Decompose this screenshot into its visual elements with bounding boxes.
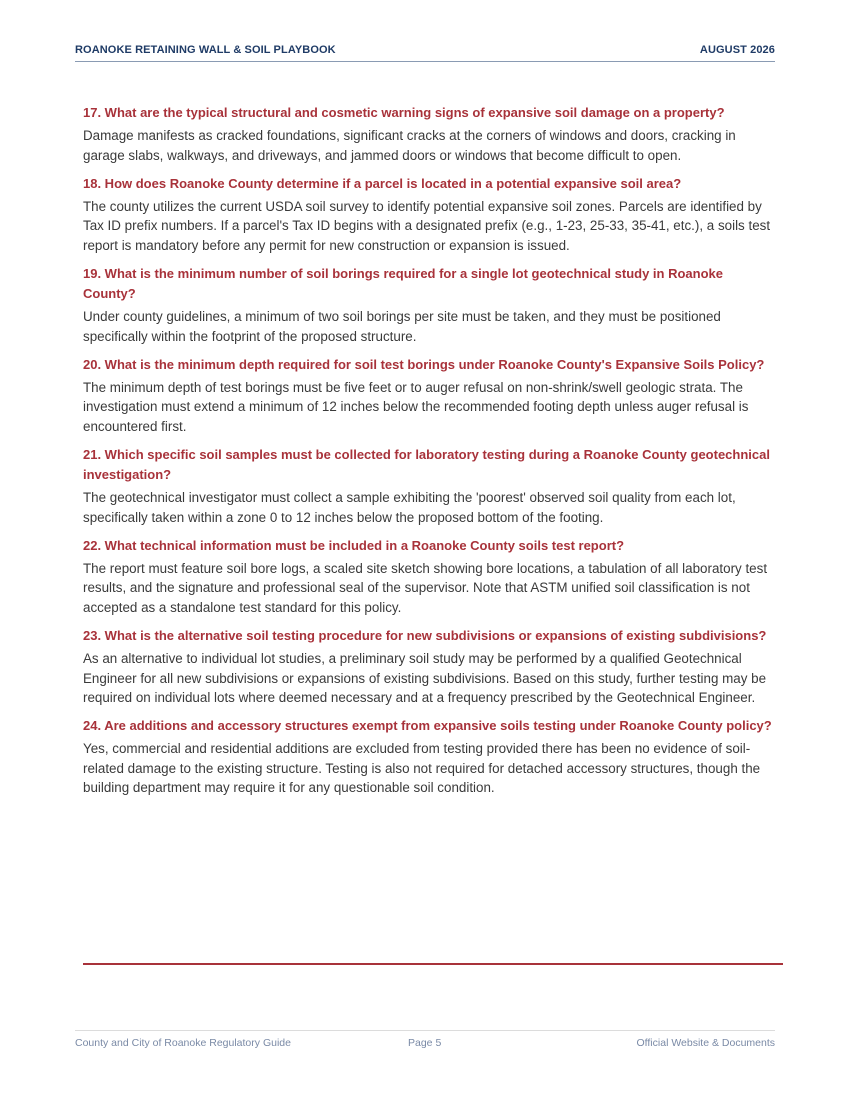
document-title: ROANOKE RETAINING WALL & SOIL PLAYBOOK <box>75 44 336 56</box>
faq-item <box>83 355 773 437</box>
faq-question: 18. How does Roanoke County determine if a parcel is located in a potential expansive soil area? <box>83 175 682 191</box>
faq-item <box>83 174 773 256</box>
faq-question: 24. Are additions and accessory structures exempt from expansive soils testing under Roanoke County policy? <box>83 718 772 734</box>
footer-website-note: Official Website & Documents <box>636 1037 775 1049</box>
page-footer <box>75 1030 775 1049</box>
faq-item <box>83 264 773 346</box>
faq-item <box>83 716 773 798</box>
faq-item <box>83 626 773 708</box>
faq-question: 23. What is the alternative soil testing procedure for new subdivisions or expansions of existing subdivisions? <box>83 627 767 643</box>
faq-question: 20. What is the minimum depth required for soil test borings under Roanoke County's Expansive Soils Policy? <box>83 356 765 372</box>
document-date: AUGUST 2026 <box>699 44 775 56</box>
faq-question: 19. What is the minimum number of soil borings required for a single lot geotechnical study in Roanoke County? <box>83 265 723 301</box>
faq-item <box>83 445 773 527</box>
faq-answer: The county utilizes the current USDA soil survey to identify potential expansive soil zones. Parcels are identified by Tax ID prefix numbers. If a parcel's Tax ID begins with a designated prefix (e.g., 1-23, 25-33, 35-41, etc.), a soils test report is mandatory before any permit for new construction or expansion is issued. <box>83 198 771 253</box>
faq-question: 22. What technical information must be included in a Roanoke County soils test report? <box>83 537 625 553</box>
page-number: Page 5 <box>408 1037 442 1049</box>
faq-section <box>83 103 773 806</box>
faq-answer: Yes, commercial and residential additions are excluded from testing provided there has been no evidence of soil-related damage to the existing structure. Testing is also not required for detached accessory structures, though the building department may require it for any questionable soil condition. <box>83 741 761 796</box>
faq-answer: The report must feature soil bore logs, a scaled site sketch showing bore locations, a tabulation of all laboratory test results, and the signature and professional seal of the supervisor. Note that ASTM unified soil classification is not accepted as a standalone test standard for this policy. <box>83 560 768 615</box>
section-divider <box>83 963 783 965</box>
faq-answer: The geotechnical investigator must collect a sample exhibiting the 'poorest' observed soil quality from each lot, specifically taken within a zone 0 to 12 inches below the proposed bottom of the footing. <box>83 489 736 525</box>
faq-item <box>83 536 773 618</box>
page-header <box>75 44 775 62</box>
faq-answer: The minimum depth of test borings must be five feet or to auger refusal on non-shrink/swell geologic strata. The investigation must extend a minimum of 12 inches below the recommended footing depth unless auger refusal is encountered first. <box>83 379 749 434</box>
faq-question: 17. What are the typical structural and cosmetic warning signs of expansive soil damage on a property? <box>83 105 725 120</box>
faq-answer: Under county guidelines, a minimum of two soil borings per site must be taken, and they must be positioned specifically within the footprint of the proposed structure. <box>83 308 721 344</box>
faq-answer: As an alternative to individual lot studies, a preliminary soil study may be performed by a qualified Geotechnical Engineer for all new subdivisions or expansions of existing subdivisions. Based on this study, further testing may be required on individual lots where deemed necessary and at a frequency prescribed by the Geotechnical Engineer. <box>83 650 767 706</box>
faq-item <box>83 103 773 165</box>
faq-answer: Damage manifests as cracked foundations, significant cracks at the corners of windows and doors, cracking in garage slabs, walkways, and driveways, and jammed doors or windows that become difficult to open. <box>83 128 736 163</box>
faq-question: 21. Which specific soil samples must be collected for laboratory testing during a Roanoke County geotechnical investigation? <box>83 446 770 482</box>
footer-guide-name: County and City of Roanoke Regulatory Guide <box>75 1037 291 1049</box>
